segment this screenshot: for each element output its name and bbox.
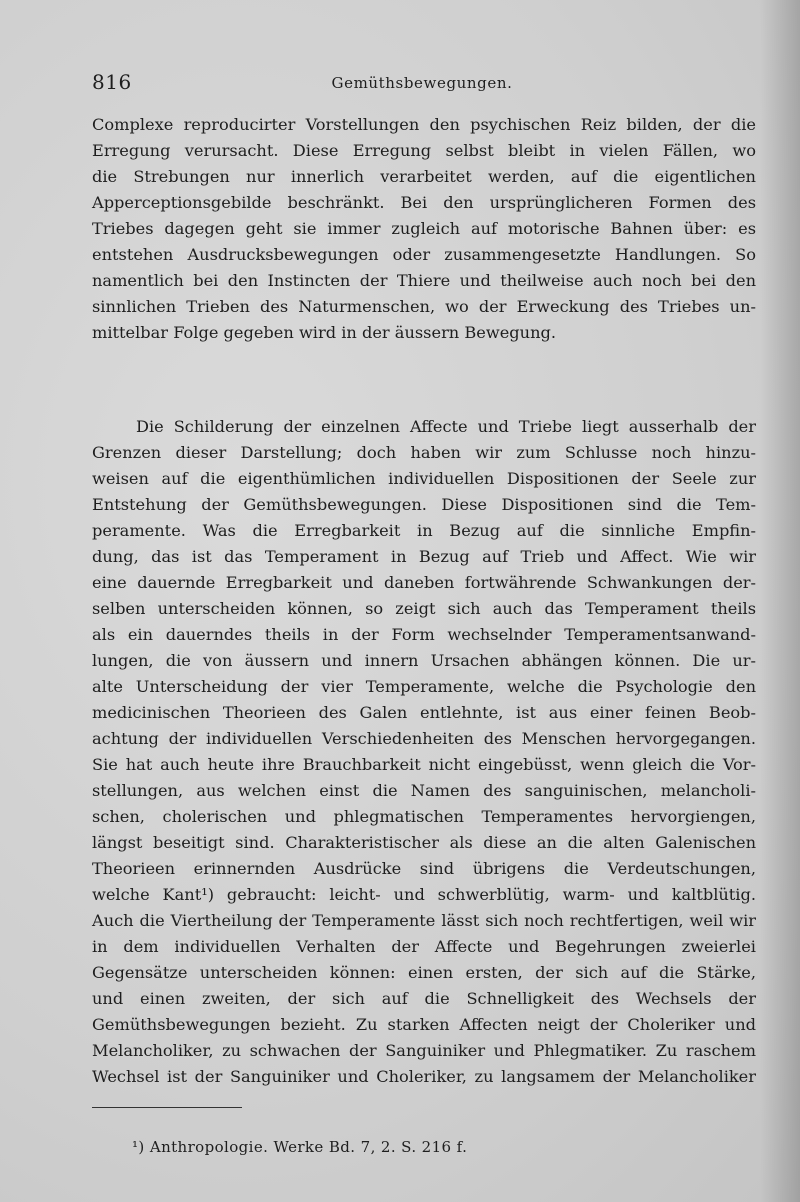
text-line: lungen, die von äussern und innern Ursachen abhängen können. Die ur- — [92, 651, 756, 670]
text-line: und einen zweiten, der sich auf die Schnelligkeit des Wechsels der — [92, 989, 756, 1008]
paragraph-gap — [92, 346, 756, 414]
text-line: Auch die Viertheilung der Temperamente lässt sich noch rechtfertigen, weil wir — [92, 911, 756, 930]
paragraph-2 — [92, 414, 756, 1090]
text-line: schen, cholerischen und phlegmatischen Temperamentes hervorgiengen, — [92, 807, 756, 826]
text-line: Triebes dagegen geht sie immer zugleich auf motorische Bahnen über: es — [92, 219, 756, 238]
text-line: Complexe reproducirter Vorstellungen den psychischen Reiz bilden, der die — [92, 115, 756, 134]
page-header — [92, 70, 752, 98]
text-line: Theorieen erinnernden Ausdrücke sind übrigens die Verdeutschungen, — [92, 859, 756, 878]
text-line: weisen auf die eigenthümlichen individuellen Dispositionen der Seele zur — [92, 469, 756, 488]
text-line: eine dauernde Erregbarkeit und daneben fortwährende Schwankungen der- — [92, 573, 756, 592]
text-line: welche Kant¹) gebraucht: leicht- und schwerblütig, warm- und kaltblütig. — [92, 885, 756, 904]
text-line: entstehen Ausdrucksbewegungen oder zusammengesetzte Handlungen. So — [92, 245, 756, 264]
footnote-divider — [92, 1107, 242, 1108]
text-line: achtung der individuellen Verschiedenheiten des Menschen hervorgegangen. — [92, 729, 756, 748]
paragraph-1 — [92, 112, 756, 346]
text-line: als ein dauerndes theils in der Form wechselnder Temperamentsanwand- — [92, 625, 756, 644]
text-line: die Strebungen nur innerlich verarbeitet werden, auf die eigentlichen — [92, 167, 756, 186]
text-line: peramente. Was die Erregbarkeit in Bezug auf die sinnliche Empfin- — [92, 521, 756, 540]
body-text — [92, 112, 756, 1090]
text-line: Sie hat auch heute ihre Brauchbarkeit nicht eingebüsst, wenn gleich die Vor- — [92, 755, 756, 774]
text-line: Wechsel ist der Sanguiniker und Choleriker, zu langsamem der Melancholiker — [92, 1067, 756, 1086]
text-line: Erregung verursacht. Diese Erregung selbst bleibt in vielen Fällen, wo — [92, 141, 756, 160]
text-line: Melancholiker, zu schwachen der Sanguiniker und Phlegmatiker. Zu raschem — [92, 1041, 756, 1060]
text-line: Gemüthsbewegungen bezieht. Zu starken Affecten neigt der Choleriker und — [92, 1015, 756, 1034]
text-line: Grenzen dieser Darstellung; doch haben wir zum Schlusse noch hinzu- — [92, 443, 756, 462]
text-line: in dem individuellen Verhalten der Affecte und Begehrungen zweierlei — [92, 937, 756, 956]
text-line: Entstehung der Gemüthsbewegungen. Diese Dispositionen sind die Tem- — [92, 495, 756, 514]
running-head: Gemüthsbewegungen. — [331, 74, 513, 92]
text-line: dung, das ist das Temperament in Bezug auf Trieb und Affect. Wie wir — [92, 547, 756, 566]
text-line: Apperceptionsgebilde beschränkt. Bei den ursprünglicheren Formen des — [92, 193, 756, 212]
text-line: alte Unterscheidung der vier Temperamente, welche die Psychologie den — [92, 677, 756, 696]
text-line: sinnlichen Trieben des Naturmenschen, wo der Erweckung des Triebes un- — [92, 297, 756, 316]
text-line: namentlich bei den Instincten der Thiere und theilweise auch noch bei den — [92, 271, 756, 290]
footnote: ¹) Anthropologie. Werke Bd. 7, 2. S. 216 f. — [132, 1138, 468, 1156]
text-line: selben unterscheiden können, so zeigt sich auch das Temperament theils — [92, 599, 756, 618]
text-line: Die Schilderung der einzelnen Affecte und Triebe liegt ausserhalb der — [136, 417, 756, 436]
text-line: stellungen, aus welchen einst die Namen des sanguinischen, melancholi- — [92, 781, 756, 800]
page-number: 816 — [92, 70, 132, 94]
text-line: längst beseitigt sind. Charakteristischer als diese an die alten Galenischen — [92, 833, 756, 852]
text-line: medicinischen Theorieen des Galen entlehnte, ist aus einer feinen Beob- — [92, 703, 756, 722]
text-line: mittelbar Folge gegeben wird in der äussern Bewegung. — [92, 323, 557, 342]
text-line: Gegensätze unterscheiden können: einen ersten, der sich auf die Stärke, — [92, 963, 756, 982]
